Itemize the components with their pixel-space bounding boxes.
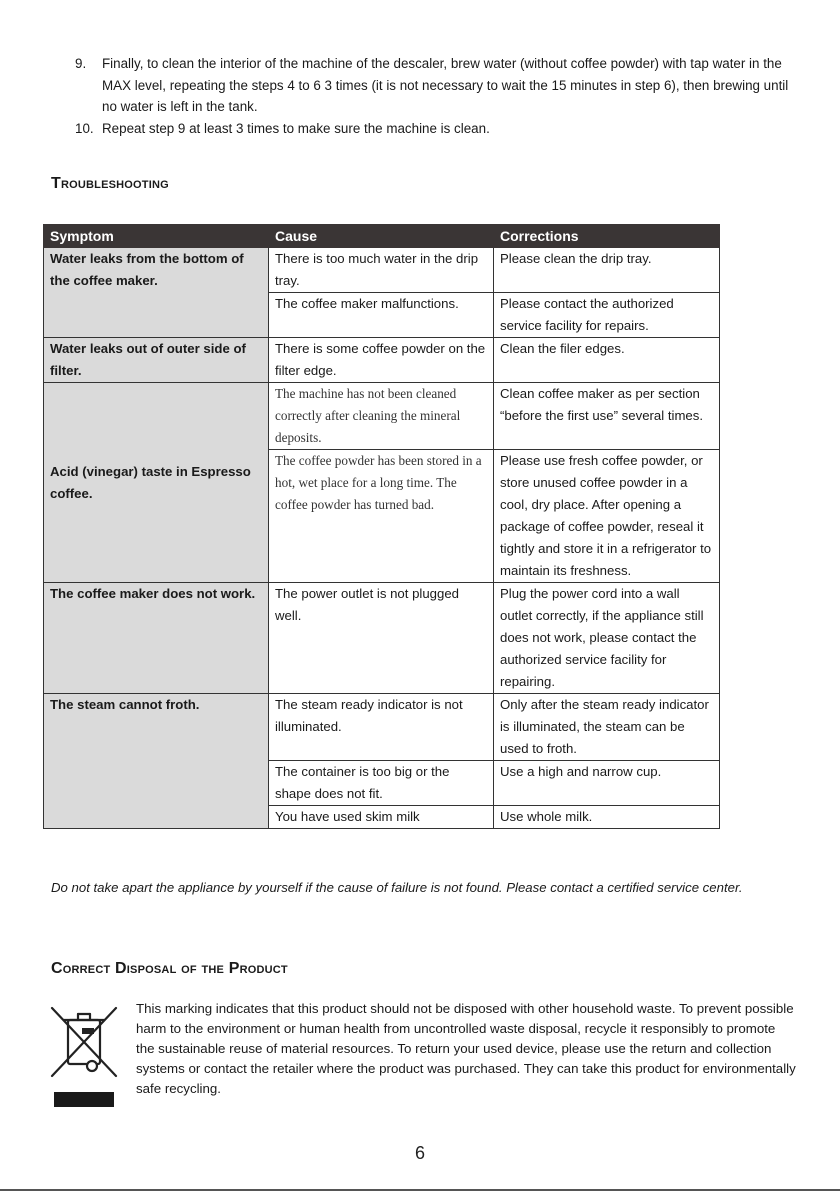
troubleshooting-heading: Troubleshooting bbox=[51, 175, 169, 192]
step-text: Finally, to clean the interior of the machine of the descaler, brew water (without coffee powder) with tap water in the MAX level, repeating the steps 4 to 6 3 times (it is not necessary to wait the 15 minutes in step 6), then brewing until no water is left in the tank. bbox=[102, 56, 789, 114]
disposal-heading: Correct Disposal of the Product bbox=[51, 960, 288, 977]
correction-cell: Clean coffee maker as per section “before the first use” several times. bbox=[494, 383, 720, 450]
table-row bbox=[44, 338, 720, 383]
cause-cell: The coffee maker malfunctions. bbox=[269, 293, 494, 338]
step-number: 9. bbox=[75, 56, 87, 71]
symptom-cell: The steam cannot froth. bbox=[44, 694, 269, 829]
step-text: Repeat step 9 at least 3 times to make sure the machine is clean. bbox=[102, 120, 490, 136]
service-note: Do not take apart the appliance by yourself if the cause of failure is not found. Please contact a certified service center. bbox=[51, 880, 743, 895]
symptom-cell: Water leaks from the bottom of the coffee maker. bbox=[44, 248, 269, 338]
bottom-divider bbox=[0, 1189, 840, 1191]
cause-cell: The container is too big or the shape does not fit. bbox=[269, 761, 494, 806]
table-row bbox=[44, 383, 720, 450]
table-header-row bbox=[44, 225, 720, 248]
correction-cell: Please contact the authorized service facility for repairs. bbox=[494, 293, 720, 338]
cause-cell: The power outlet is not plugged well. bbox=[269, 583, 494, 694]
cleaning-steps-list bbox=[75, 53, 795, 139]
step-number: 10. bbox=[75, 120, 94, 136]
cause-cell: The machine has not been cleaned correctly after cleaning the mineral deposits. bbox=[269, 383, 494, 450]
symptom-cell: The coffee maker does not work. bbox=[44, 583, 269, 694]
cause-cell: The steam ready indicator is not illuminated. bbox=[269, 694, 494, 761]
correction-cell: Clean the filer edges. bbox=[494, 338, 720, 383]
crossed-out-wheelie-bin-icon bbox=[48, 1000, 120, 1110]
correction-cell: Use whole milk. bbox=[494, 806, 720, 829]
cause-cell: You have used skim milk bbox=[269, 806, 494, 829]
column-header-corrections: Corrections bbox=[494, 225, 720, 248]
correction-cell: Plug the power cord into a wall outlet correctly, if the appliance still does not work, please contact the authorized service facility for repairing. bbox=[494, 583, 720, 694]
cause-cell: The coffee powder has been stored in a hot, wet place for a long time. The coffee powder has turned bad. bbox=[269, 450, 494, 583]
correction-cell: Use a high and narrow cup. bbox=[494, 761, 720, 806]
symptom-cell: Acid (vinegar) taste in Espresso coffee. bbox=[44, 383, 269, 583]
list-item bbox=[75, 53, 795, 118]
correction-cell: Only after the steam ready indicator is illuminated, the steam can be used to froth. bbox=[494, 694, 720, 761]
table-row bbox=[44, 694, 720, 761]
symptom-cell: Water leaks out of outer side of filter. bbox=[44, 338, 269, 383]
disposal-text: This marking indicates that this product should not be disposed with other household waste. To prevent possible harm to the environment or human health from uncontrolled waste disposal, recycle it responsibly to promote the sustainable reuse of material resources. To return your used device, please use the return and collection systems or contact the retailer where the product was purchased. They can take this product for environmentally safe recycling. bbox=[136, 1001, 796, 1096]
correction-cell: Please use fresh coffee powder, or store unused coffee powder in a cool, dry place. After opening a package of coffee powder, reseal it tightly and store it in a refrigerator to maintain its freshness. bbox=[494, 450, 720, 583]
list-item bbox=[75, 118, 795, 140]
cause-cell: There is too much water in the drip tray. bbox=[269, 248, 494, 293]
table-row bbox=[44, 583, 720, 694]
correction-cell: Please clean the drip tray. bbox=[494, 248, 720, 293]
troubleshooting-table bbox=[43, 224, 720, 829]
page-number: 6 bbox=[414, 1143, 425, 1163]
column-header-symptom: Symptom bbox=[44, 225, 269, 248]
table-row bbox=[44, 248, 720, 293]
cause-cell: There is some coffee powder on the filter edge. bbox=[269, 338, 494, 383]
column-header-cause: Cause bbox=[269, 225, 494, 248]
